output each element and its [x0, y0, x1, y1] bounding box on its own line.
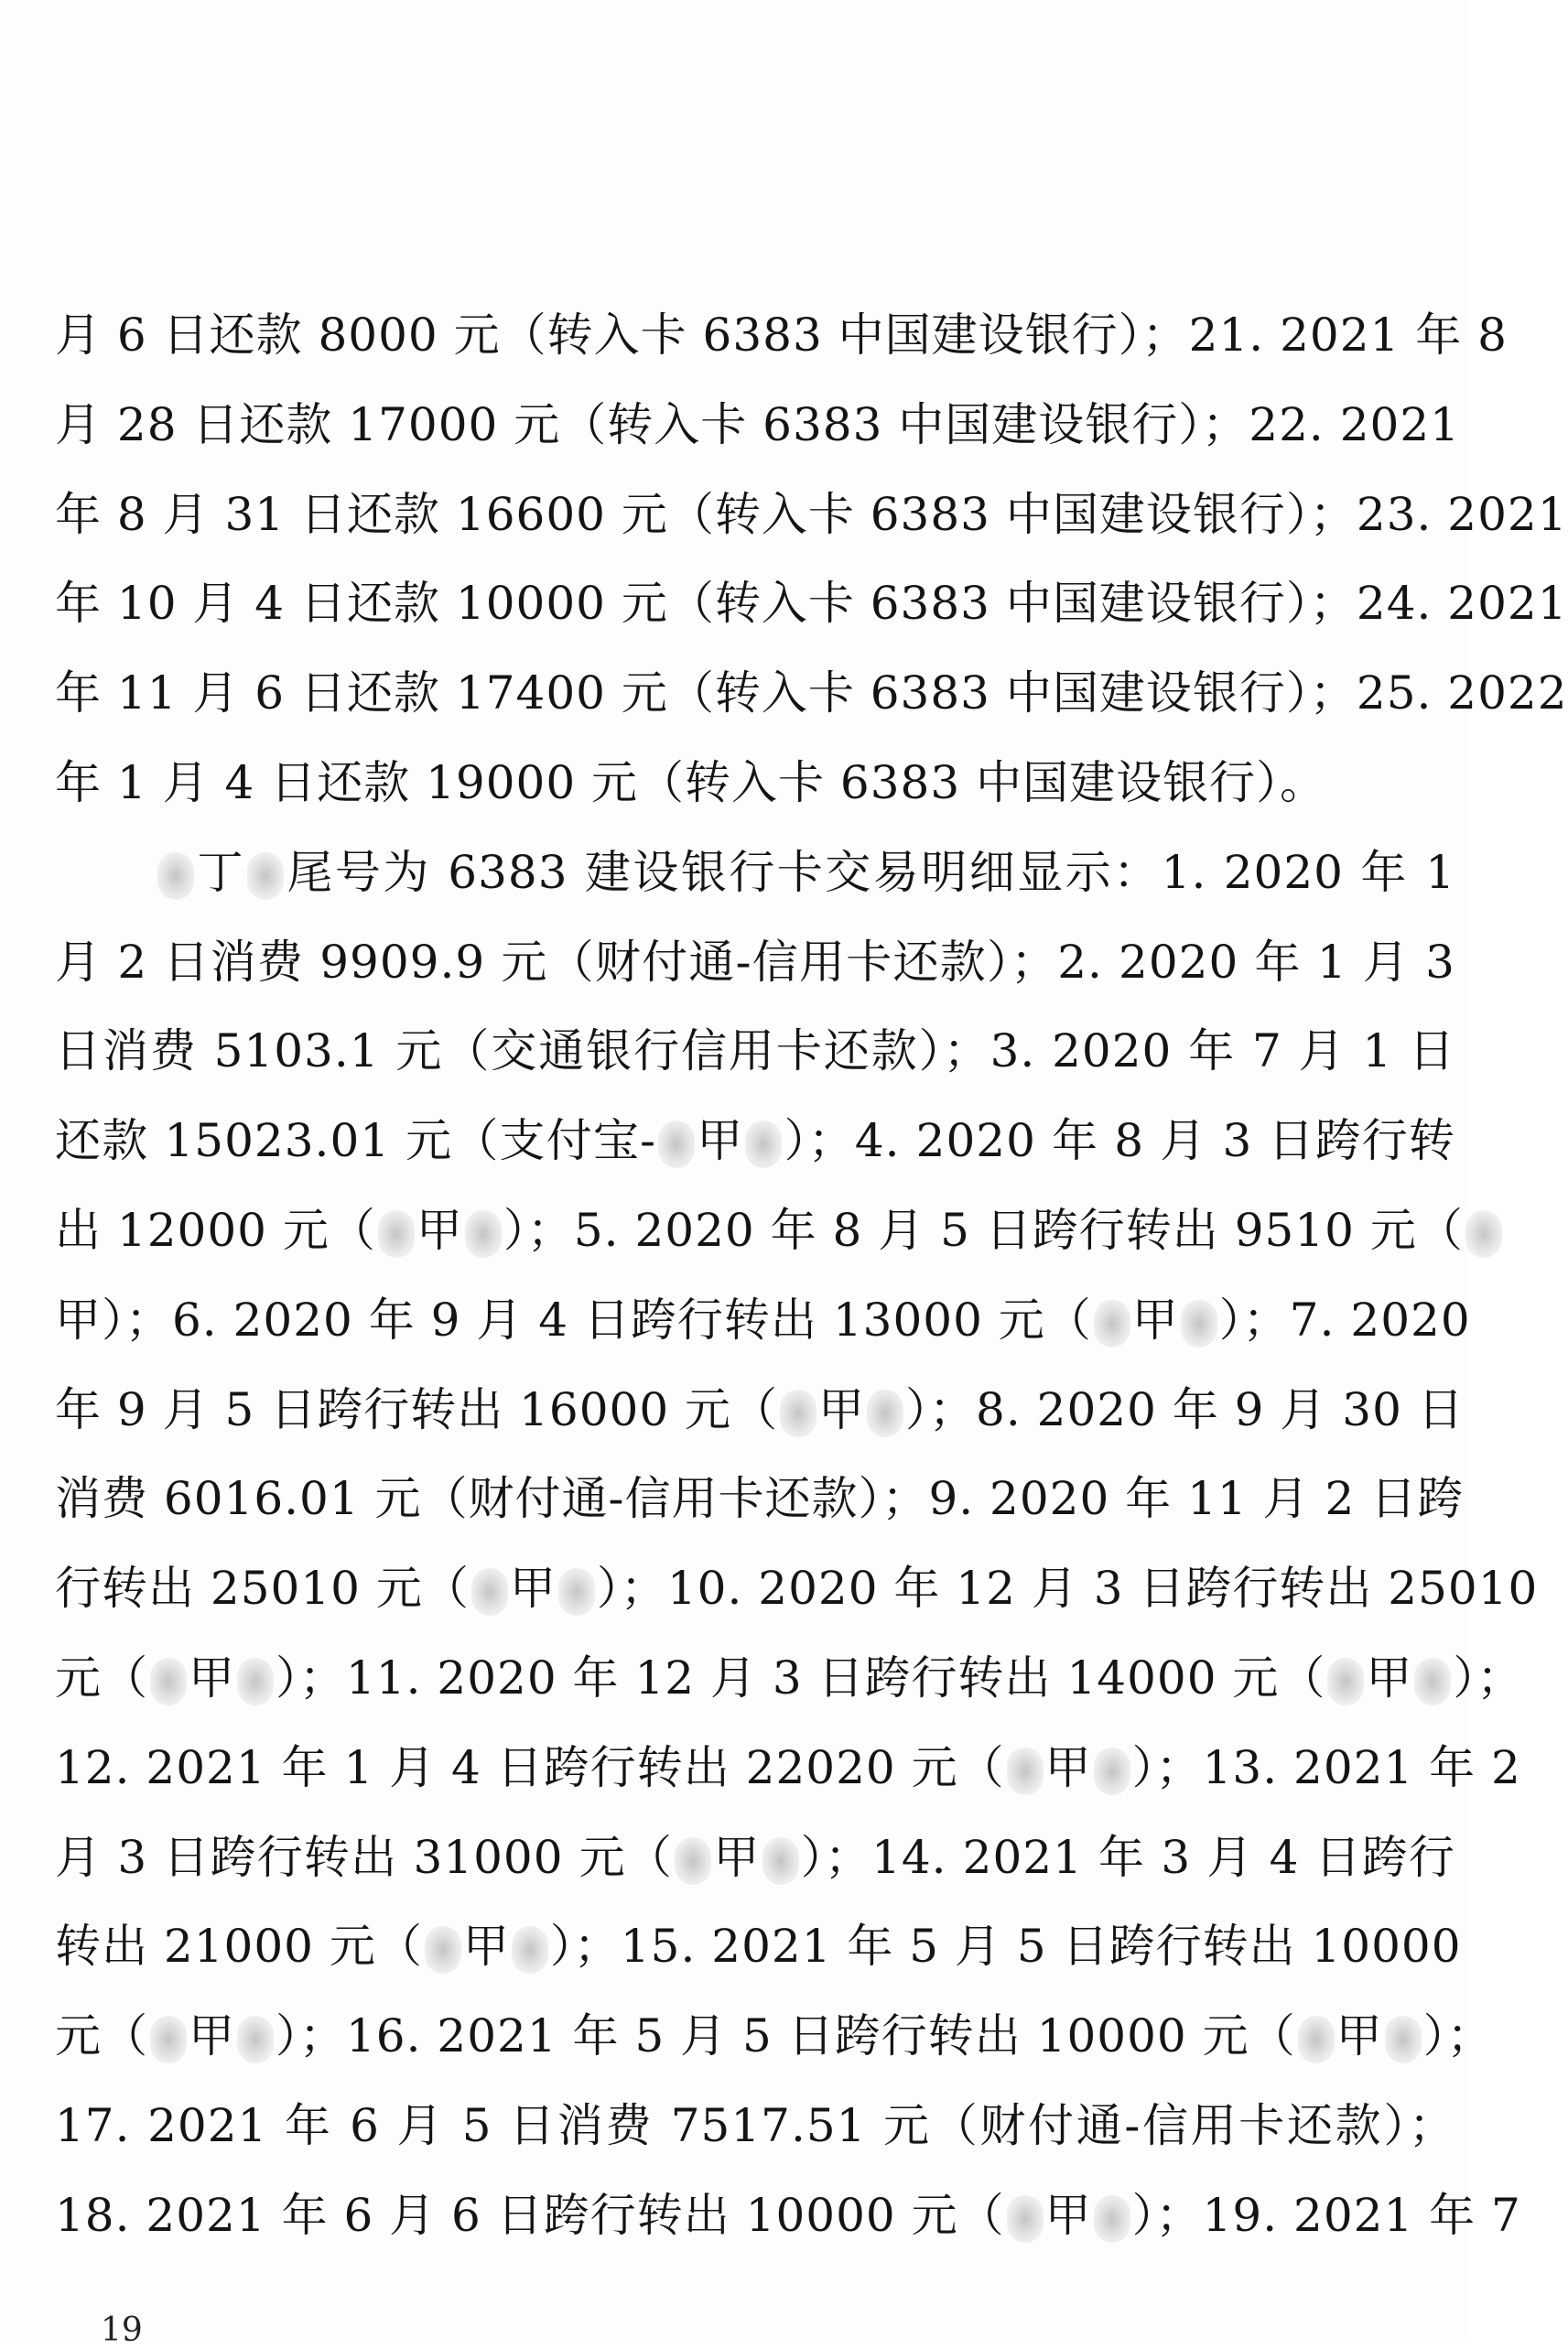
name-fragment: 甲: [1044, 2188, 1092, 2242]
line-text: ）；14. 2021 年 3 月 4 日跨行: [800, 1830, 1456, 1884]
text-line: [55, 1544, 1539, 1634]
redacted-name: [762, 1837, 799, 1885]
text-line: 17. 2021 年 6 月 5 日消费 7517.51 元（财付通-信用卡还款）；: [55, 2098, 1455, 2152]
redacted-name: [378, 1210, 415, 1258]
redacted-name: [1465, 1210, 1502, 1258]
text-line: [55, 1724, 1521, 1813]
line-text: 还款 15023.01 元（支付宝-: [55, 1114, 657, 1168]
text-line: [55, 1902, 1462, 1992]
text-line: 消费 6016.01 元（财付通-信用卡还款）；9. 2020 年 11 月 2 日跨: [55, 1472, 1465, 1526]
redacted-name: [1327, 1658, 1364, 1705]
line-text: 元（: [55, 1651, 148, 1705]
redacted-name: [1414, 1658, 1451, 1705]
text-line: 月 6 日还款 8000 元（转入卡 6383 中国建设银行）；21. 2021 年 8: [55, 309, 1508, 362]
redacted-name: [471, 1568, 508, 1616]
text-line: [55, 1992, 1494, 2082]
line-text: 行转出 25010 元（: [55, 1562, 470, 1616]
text-line: [55, 828, 1455, 918]
redacted-name: [745, 1120, 782, 1168]
text-line: [55, 1097, 1455, 1186]
line-text: 年 9 月 5 日跨行转出 16000 元（: [55, 1382, 779, 1436]
text-line: [55, 1813, 1455, 1903]
name-fragment: 甲: [189, 2009, 235, 2063]
page-number: 19: [101, 2311, 143, 2349]
line-text: 出 12000 元（: [55, 1203, 376, 1257]
redacted-name: [1298, 2016, 1335, 2063]
redacted-name: [1181, 1300, 1217, 1348]
name-fragment: 甲: [1336, 2009, 1383, 2063]
line-text: ）；16. 2021 年 5 月 5 日跨行转出 10000 元（: [276, 2009, 1296, 2063]
redacted-name: [675, 1837, 711, 1885]
line-text: 元（: [55, 2009, 148, 2063]
text-line: [55, 2171, 1521, 2261]
redacted-name: [558, 1568, 595, 1616]
line-text: ）；5. 2020 年 8 月 5 日跨行转出 9510 元（: [503, 1203, 1464, 1257]
redacted-name: [780, 1390, 816, 1437]
line-text: ）；19. 2021 年 7: [1131, 2188, 1521, 2242]
line-text: ）；6. 2020 年 9 月 4 日跨行转出 13000 元（: [102, 1293, 1092, 1347]
name-fragment: 甲: [1366, 1651, 1413, 1705]
line-text: ）；4. 2020 年 8 月 3 日跨行转: [784, 1114, 1456, 1168]
redacted-name: [465, 1210, 502, 1258]
name-fragment: 甲: [462, 1920, 510, 1974]
line-text: 月 3 日跨行转出 31000 元（: [55, 1830, 674, 1884]
line-text: ）；: [1422, 2009, 1494, 2063]
redacted-name: [425, 1926, 461, 1974]
redacted-name: [237, 2016, 274, 2063]
text-line: [55, 1366, 1465, 1456]
name-fragment: 甲: [697, 1114, 744, 1168]
line-text: ）；15. 2021 年 5 月 5 日跨行转出 10000: [549, 1920, 1462, 1974]
line-text: ）；11. 2020 年 12 月 3 日跨行转出 14000 元（: [276, 1651, 1326, 1705]
redacted-name: [1094, 1748, 1130, 1795]
name-fragment: 甲: [818, 1382, 866, 1436]
name-fragment: 甲: [509, 1562, 557, 1616]
line-text: ）；8. 2020 年 9 月 30 日: [905, 1382, 1465, 1436]
text-line: [55, 1186, 1464, 1276]
redacted-name: [157, 852, 194, 900]
redacted-name: [658, 1120, 695, 1168]
line-text: 12. 2021 年 1 月 4 日跨行转出 22020 元（: [55, 1740, 1005, 1794]
text-line: 月 28 日还款 17000 元（转入卡 6383 中国建设银行）；22. 2021: [55, 397, 1460, 451]
redacted-name: [1094, 2195, 1130, 2243]
text-line: [55, 1634, 1524, 1724]
name-fragment: 甲: [1044, 1740, 1092, 1794]
redacted-name: [1385, 2016, 1422, 2063]
text-line: 年 8 月 31 日还款 16600 元（转入卡 6383 中国建设银行）；23. 2021: [55, 487, 1568, 541]
line-text: ）；: [1453, 1651, 1524, 1705]
redacted-name: [867, 1390, 903, 1437]
line-text: 转出 21000 元（: [55, 1920, 423, 1974]
text-line: 月 2 日消费 9909.9 元（财付通-信用卡还款）；2. 2020 年 1 月 3: [55, 935, 1455, 989]
redacted-name: [1007, 1748, 1044, 1795]
redacted-name: [150, 2016, 187, 2063]
line-text: 18. 2021 年 6 月 6 日跨行转出 10000 元（: [55, 2188, 1005, 2242]
redacted-name: [247, 852, 284, 900]
line-text: 尾号为 6383 建设银行卡交易明细显示：1. 2020 年 1: [285, 845, 1456, 899]
document-body: [55, 291, 1568, 2261]
name-fragment: 甲: [1131, 1293, 1179, 1347]
text-line: 年 10 月 4 日还款 10000 元（转入卡 6383 中国建设银行）；24. 2021: [55, 577, 1568, 631]
name-fragment: 甲: [713, 1830, 761, 1884]
name-fragment: 甲: [55, 1293, 102, 1347]
line-text: ）；7. 2020: [1218, 1293, 1471, 1347]
redacted-name: [512, 1926, 548, 1974]
redacted-name: [150, 1658, 187, 1705]
line-text: ）；10. 2020 年 12 月 3 日跨行转出 25010: [596, 1562, 1539, 1616]
redacted-name: [1007, 2195, 1044, 2243]
name-fragment: 甲: [189, 1651, 235, 1705]
name-fragment: 丁: [196, 845, 245, 899]
text-line: 日消费 5103.1 元（交通银行信用卡还款）；3. 2020 年 7 月 1 日: [55, 1024, 1455, 1078]
redacted-name: [1094, 1300, 1130, 1348]
text-line: 年 1 月 4 日还款 19000 元（转入卡 6383 中国建设银行）。: [55, 755, 1327, 809]
text-line: [55, 1276, 1471, 1366]
redacted-name: [237, 1658, 274, 1705]
text-line: 年 11 月 6 日还款 17400 元（转入卡 6383 中国建设银行）；25. 2022: [55, 666, 1568, 720]
name-fragment: 甲: [416, 1203, 463, 1257]
line-text: ）；13. 2021 年 2: [1131, 1740, 1521, 1794]
